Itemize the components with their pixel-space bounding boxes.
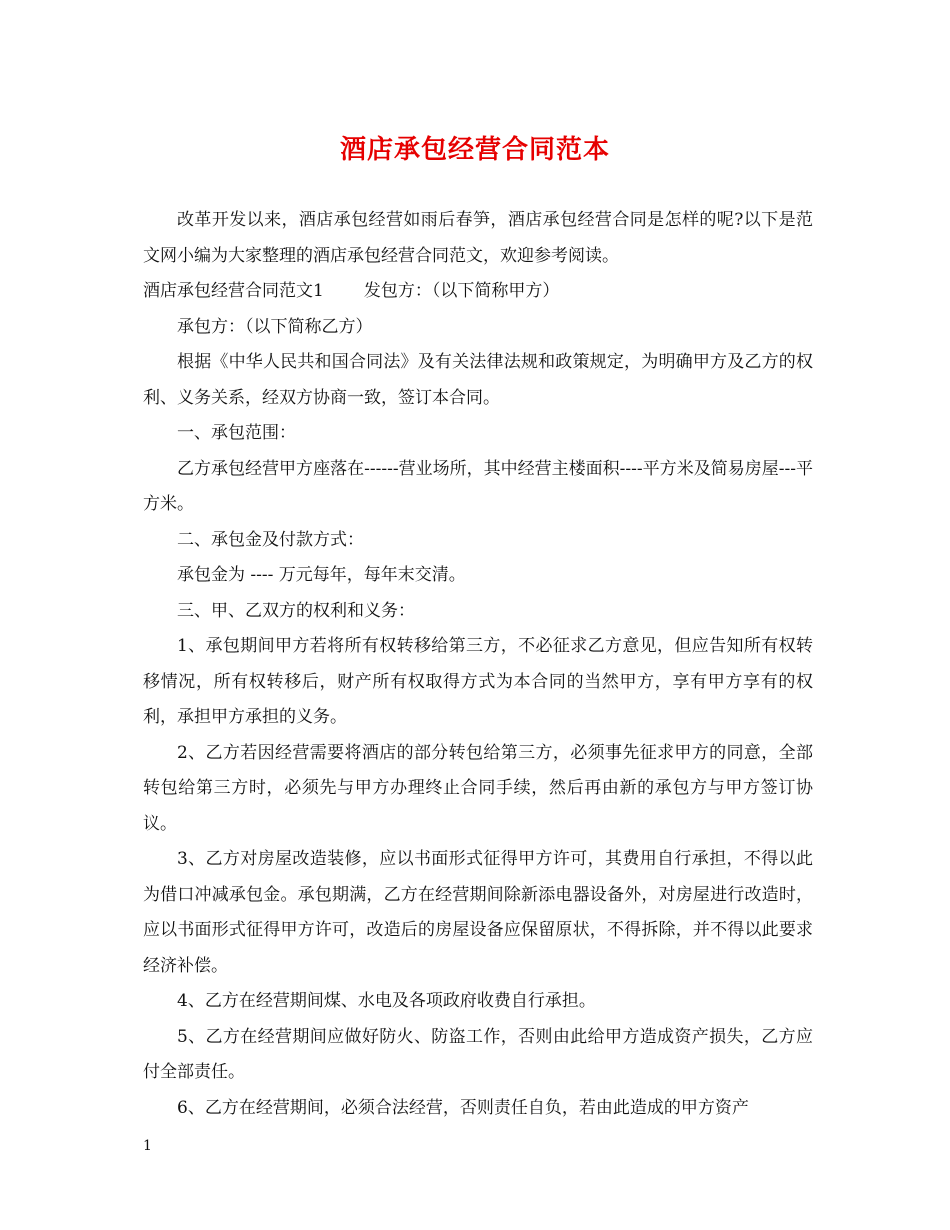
document-body — [143, 203, 813, 1126]
contract-sample-label: 酒店承包经营合同范文1 — [143, 281, 324, 301]
paragraph-scope: 乙方承包经营甲方座落在------营业场所，其中经营主楼面积----平方米及简易房屋---平方米。 — [143, 458, 813, 514]
contract-sample-line — [143, 274, 813, 310]
section-heading-rights: 三、甲、乙双方的权利和义务： — [177, 600, 415, 621]
paragraph-payment: 承包金为 ---- 万元每年，每年末交清。 — [177, 565, 466, 585]
paragraph-clause-5: 5、乙方在经营期间应做好防火、防盗工作，否则由此给甲方造成资产损失，乙方应付全部责任。 — [143, 1026, 813, 1082]
paragraph-intro: 改革开发以来，酒店承包经营如雨后春笋，酒店承包经营合同是怎样的呢?以下是范文网小编为大家整理的酒店承包经营合同范文，欢迎参考阅读。 — [143, 210, 813, 266]
section-heading-scope: 一、承包范围： — [177, 423, 296, 443]
contract-issuer-label: 发包方：（以下简称甲方） — [363, 281, 560, 301]
paragraph-contractor: 承包方：（以下简称乙方） — [177, 316, 373, 337]
paragraph-clause-2: 2、乙方若因经营需要将酒店的部分转包给第三方，必须事先征求甲方的同意，全部转包给第三方时，必须先与甲方办理终止合同手续，然后再由新的承包方与甲方签订协议。 — [143, 742, 813, 834]
section-heading-payment: 二、承包金及付款方式： — [177, 529, 364, 550]
paragraph-clause-1: 1、承包期间甲方若将所有权转移给第三方，不必征求乙方意见，但应告知所有权转移情况，所有权转移后，财产所有权取得方式为本合同的当然甲方，享有甲方享有的权利，承担甲方承担的义务。 — [143, 636, 813, 727]
paragraph-clause-4: 4、乙方在经营期间煤、水电及各项政府收费自行承担。 — [177, 991, 596, 1011]
paragraph-clause-3: 3、乙方对房屋改造装修，应以书面形式征得甲方许可，其费用自行承担，不得以此为借口冲减承包金。承包期满，乙方在经营期间除新添电器设备外，对房屋进行改造时，应以书面形式征得甲方许可，改造后的房屋设备应保留原状，不得拆除，并不得以此要求经济补偿。 — [143, 849, 813, 976]
page-number: 1 — [143, 1138, 152, 1154]
paragraph-basis: 根据《中华人民共和国合同法》及有关法律法规和政策规定，为明确甲方及乙方的权利、义务关系，经双方协商一致，签订本合同。 — [143, 352, 813, 408]
paragraph-clause-6: 6、乙方在经营期间，必须合法经营，否则责任自负，若由此造成的甲方资产 — [177, 1097, 749, 1118]
document-title: 酒店承包经营合同范本 — [339, 135, 610, 165]
